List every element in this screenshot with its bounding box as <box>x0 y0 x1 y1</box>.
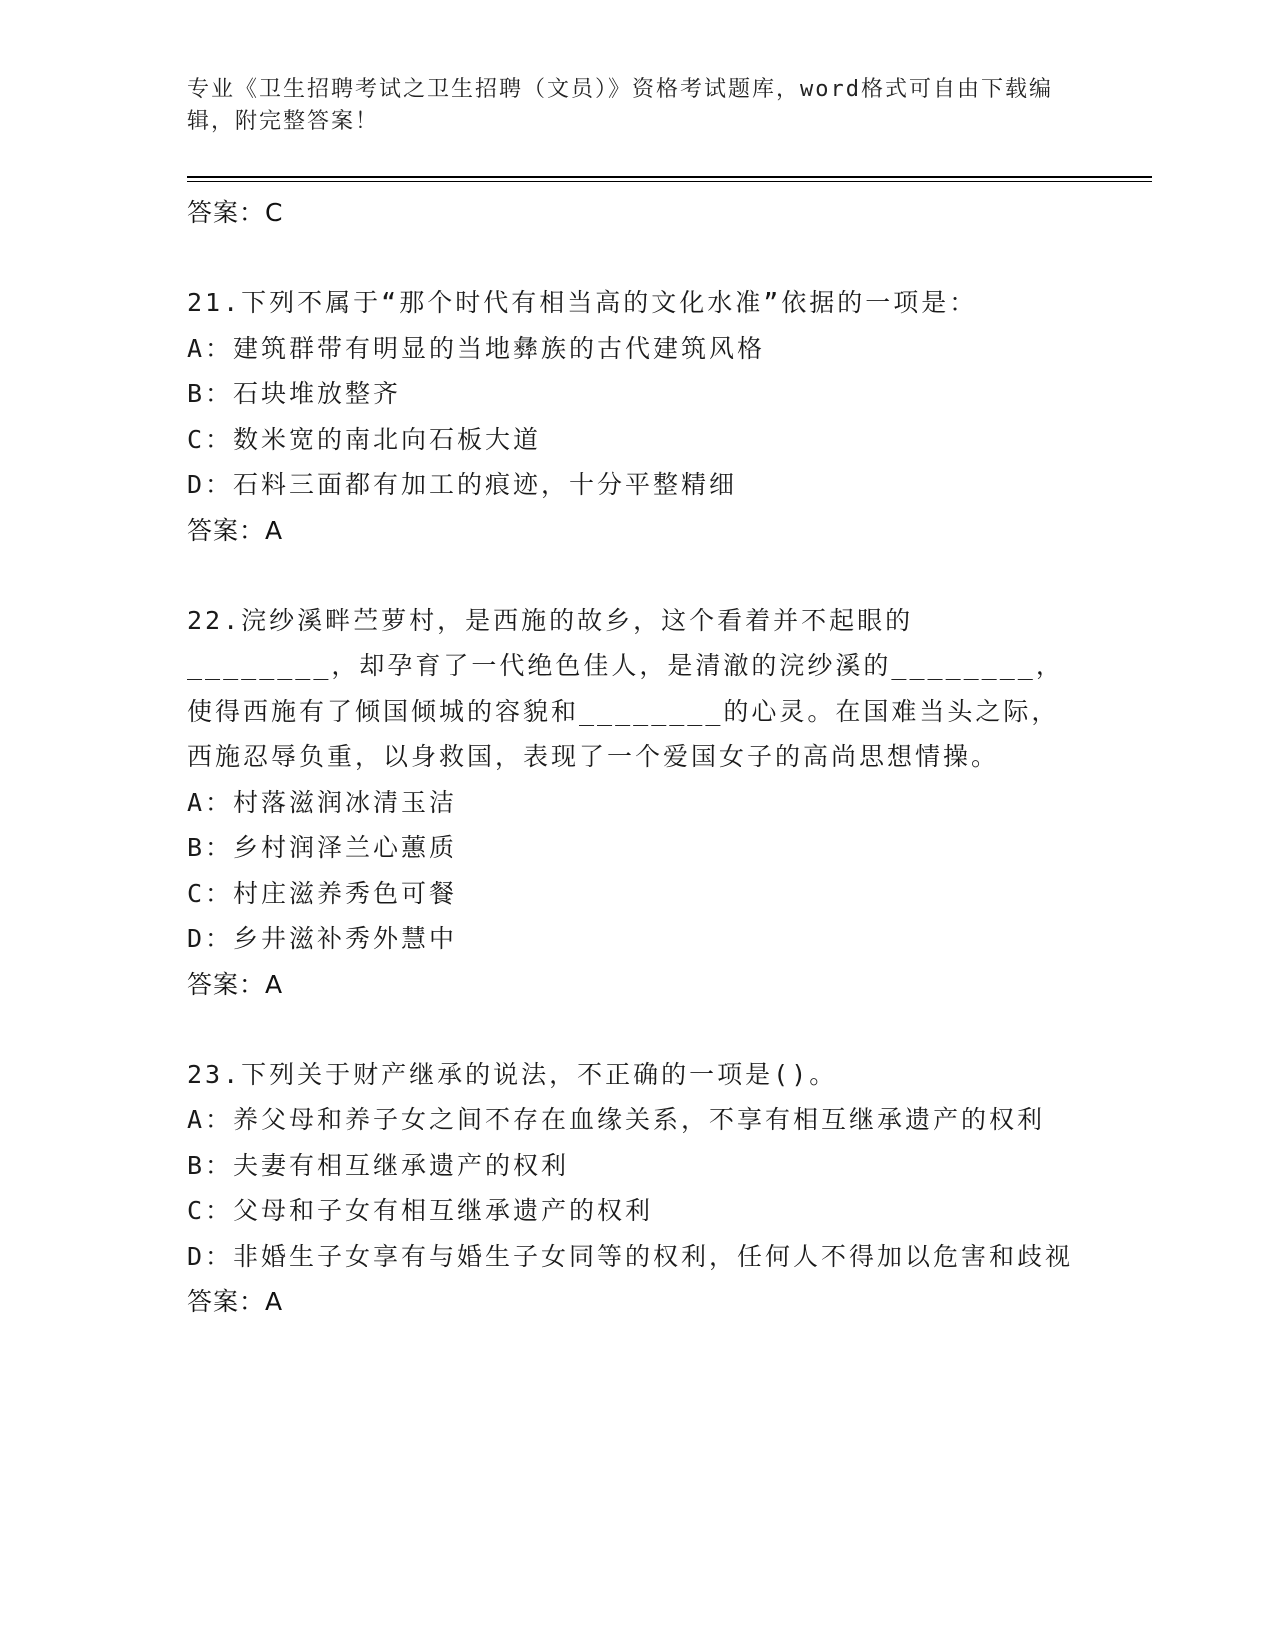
option-d: D：非婚生子女享有与婚生子女同等的权利，任何人不得加以危害和歧视 <box>187 1241 1074 1271</box>
option-a: A：村落滋润冰清玉洁 <box>187 787 458 817</box>
option-c: C：村庄滋养秀色可餐 <box>187 878 458 908</box>
question-23 <box>187 1052 1092 1326</box>
option-a: A：建筑群带有明显的当地彝族的古代建筑风格 <box>187 333 766 363</box>
option-d: D：乡井滋补秀外慧中 <box>187 924 458 953</box>
question-21 <box>187 280 1092 554</box>
option-d: D：石料三面都有加工的痕迹，十分平整精细 <box>187 470 738 499</box>
page-header: 专业《卫生招聘考试之卫生招聘（文员）》资格考试题库，word格式可自由下载编辑，附完整答案！ <box>187 77 1053 134</box>
option-b: B：石块堆放整齐 <box>187 379 402 408</box>
option-b: B：乡村润泽兰心蕙质 <box>187 833 458 862</box>
option-c: C：父母和子女有相互继承遗产的权利 <box>187 1196 654 1225</box>
option-b: B：夫妻有相互继承遗产的权利 <box>187 1150 570 1180</box>
option-c: C：数米宽的南北向石板大道 <box>187 424 542 454</box>
answer-line: 答案：A <box>187 969 284 999</box>
header-divider-thin <box>187 181 1152 182</box>
question-stem: 21.下列不属于“那个时代有相当高的文化水准”依据的一项是： <box>187 288 978 317</box>
header-divider-thick <box>187 176 1152 178</box>
question-list <box>187 190 1092 1325</box>
question-22 <box>187 598 1092 1008</box>
answer-line: 答案：A <box>187 1287 284 1316</box>
answer-line: 答案：A <box>187 515 284 545</box>
answer-line: 答案：C <box>187 198 284 227</box>
option-a: A：养父母和养子女之间不存在血缘关系，不享有相互继承遗产的权利 <box>187 1105 1046 1134</box>
question-stem: 23.下列关于财产继承的说法，不正确的一项是()。 <box>187 1059 838 1089</box>
question-stem: 22.浣纱溪畔苎萝村，是西施的故乡，这个看着并不起眼的________，却孕育了一代绝色佳人，是清澈的浣纱溪的________，使得西施有了倾国倾城的容貌和________的心灵。在国难当头之际，西施忍辱负重，以身救国，表现了一个爱国女子的高尚思想情操。 <box>187 605 1064 771</box>
